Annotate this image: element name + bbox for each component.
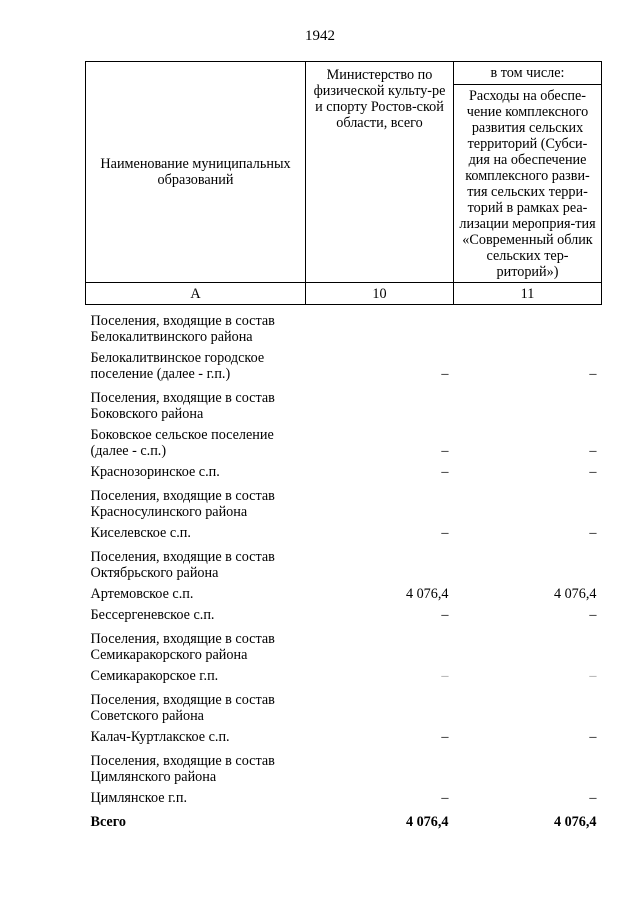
- row-name: Поселения, входящие в состав Семикаракорского района: [90, 630, 275, 663]
- row-total-value: 4 076,4: [405, 585, 449, 602]
- row-name: Поселения, входящие в состав Советского района: [90, 691, 275, 724]
- table-row: [86, 480, 602, 520]
- row-total-value: –: [441, 463, 449, 480]
- row-sub-value: –: [589, 667, 597, 684]
- table-row: [86, 785, 602, 806]
- page-number: 1942: [305, 28, 335, 44]
- budget-table: [85, 61, 602, 830]
- table-row: [86, 602, 602, 623]
- table-row: [86, 541, 602, 581]
- header-municipality: Наименование муниципальных образований: [86, 62, 306, 283]
- row-total-value: [306, 480, 454, 520]
- row-name: Киселевское с.п.: [90, 524, 191, 541]
- row-name: Боковское сельское поселение (далее - с.п.): [90, 426, 274, 459]
- row-sub-value: –: [589, 728, 597, 745]
- total-label: Всего: [90, 813, 126, 830]
- row-total-value: –: [441, 606, 449, 623]
- row-name: Белокалитвинское городское поселение (далее - г.п.): [90, 349, 265, 382]
- row-sub-value: –: [589, 463, 597, 480]
- row-name: Семикаракорское г.п.: [90, 667, 219, 684]
- row-name: Цимлянское г.п.: [90, 789, 187, 806]
- header-including-group: в том числе:: [454, 62, 602, 85]
- table-row: [86, 422, 602, 459]
- header-ministry-total: Министерство по физической культу-ре и спорту Ростов-ской области, всего: [306, 62, 454, 283]
- header-row: [86, 62, 602, 85]
- table-row: [86, 581, 602, 602]
- row-sub-value: 4 076,4: [553, 585, 597, 602]
- row-sub-value: –: [589, 606, 597, 623]
- row-total-value: [306, 684, 454, 724]
- column-index-10: 10: [306, 283, 454, 305]
- row-sub-value: [454, 684, 602, 724]
- table-row: [86, 623, 602, 663]
- row-sub-value: [454, 623, 602, 663]
- row-name: Поселения, входящие в состав Октябрьского района: [90, 548, 275, 581]
- table-row: [86, 345, 602, 382]
- header-rural-development: Расходы на обеспе-чение комплексного развития сельских территорий (Субси-дия на обеспечение комплексного разви-тия сельских терри-торий в рамках реа-лизации мероприя-тия «Современный облик сельских тер-риторий»): [454, 85, 602, 283]
- total-row: [86, 806, 602, 830]
- row-sub-value: [454, 382, 602, 422]
- row-sub-value: –: [589, 789, 597, 806]
- table-row: [86, 684, 602, 724]
- row-total-value: –: [441, 442, 449, 459]
- row-sub-value: –: [589, 365, 597, 382]
- row-total-value: [306, 541, 454, 581]
- total-sub-value: 4 076,4: [553, 813, 597, 830]
- table-row: [86, 382, 602, 422]
- row-total-value: –: [441, 728, 449, 745]
- table-row: [86, 724, 602, 745]
- row-sub-value: [454, 541, 602, 581]
- row-sub-value: [454, 480, 602, 520]
- row-name: Калач-Куртлакское с.п.: [90, 728, 230, 745]
- row-total-value: [306, 745, 454, 785]
- column-index-row: [86, 283, 602, 305]
- row-name: Артемовское с.п.: [90, 585, 194, 602]
- column-index-11: 11: [454, 283, 602, 305]
- row-total-value: [306, 382, 454, 422]
- table-row: [86, 305, 602, 345]
- row-name: Бессергеневское с.п.: [90, 606, 215, 623]
- row-sub-value: –: [589, 524, 597, 541]
- row-sub-value: –: [589, 442, 597, 459]
- row-total-value: [306, 623, 454, 663]
- table-row: [86, 745, 602, 785]
- row-total-value: –: [441, 667, 449, 684]
- row-name: Поселения, входящие в состав Боковского района: [90, 389, 275, 422]
- row-sub-value: [454, 745, 602, 785]
- column-index-a: А: [86, 283, 306, 305]
- table-row: [86, 663, 602, 684]
- row-total-value: [306, 305, 454, 345]
- row-sub-value: [454, 305, 602, 345]
- row-name: Поселения, входящие в состав Красносулинского района: [90, 487, 275, 520]
- row-name: Поселения, входящие в состав Цимлянского района: [90, 752, 275, 785]
- row-total-value: –: [441, 789, 449, 806]
- table-row: [86, 520, 602, 541]
- total-ministry-value: 4 076,4: [405, 813, 449, 830]
- table-row: [86, 459, 602, 480]
- row-total-value: –: [441, 365, 449, 382]
- row-total-value: –: [441, 524, 449, 541]
- row-name: Краснозоринское с.п.: [90, 463, 220, 480]
- row-name: Поселения, входящие в состав Белокалитвинского района: [90, 312, 275, 345]
